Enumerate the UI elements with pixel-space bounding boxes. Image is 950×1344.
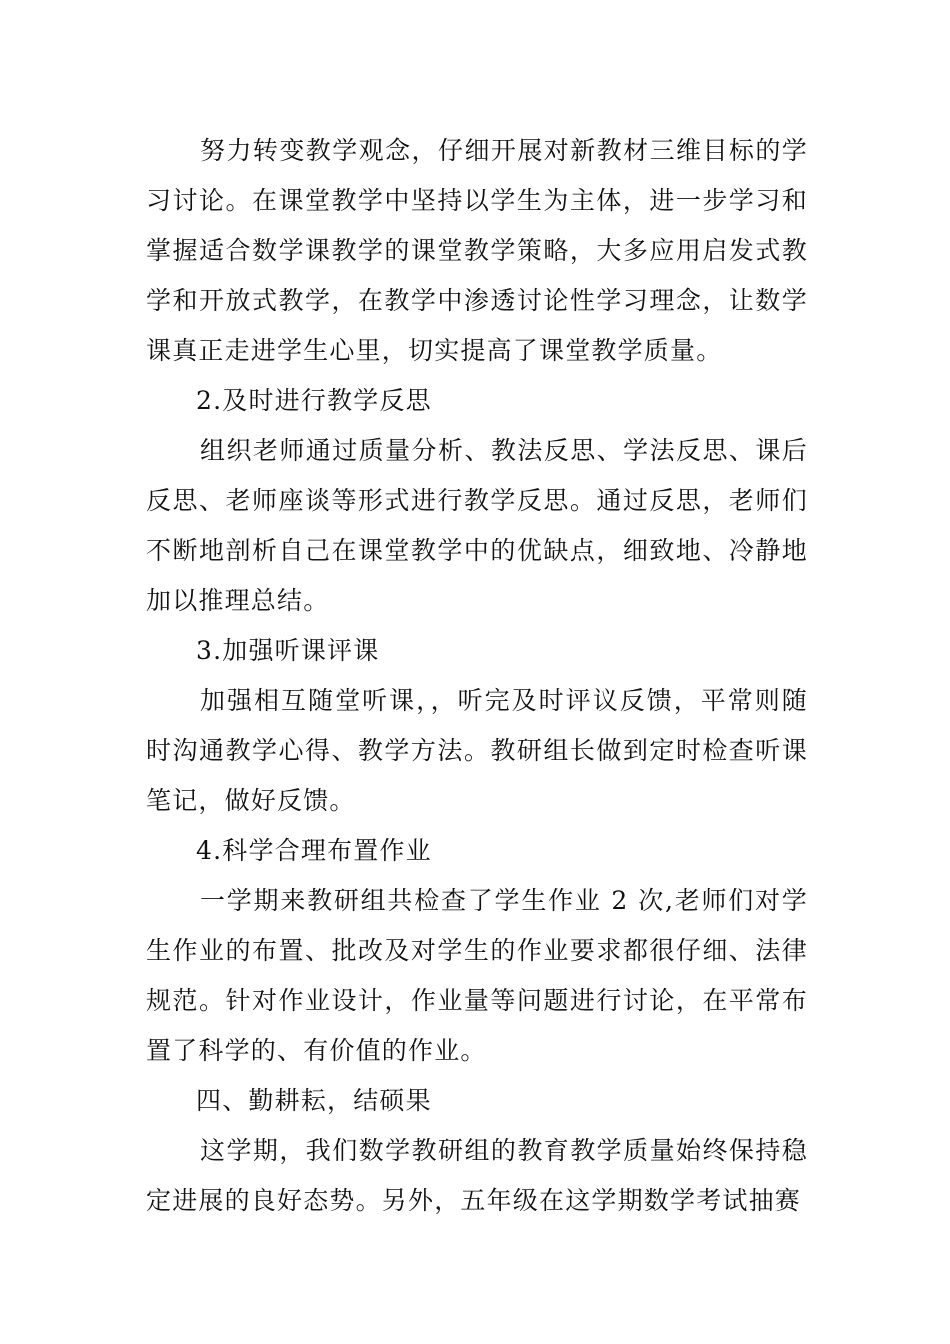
- paragraph-teaching-concept: 努力转变教学观念，仔细开展对新教材三维目标的学习讨论。在课堂教学中坚持以学生为主体，进一步学习和掌握适合数学课教学的课堂教学策略，大多应用启发式教学和开放式教学，在教学中渗透讨论性学习理念，让数学课真正走进学生心里，切实提高了课堂教学质量。: [146, 136, 808, 365]
- heading-teaching-reflection: 2.及时进行教学反思: [196, 386, 432, 415]
- paragraph-reflection: 组织老师通过质量分析、教法反思、学法反思、课后反思、老师座谈等形式进行教学反思。通过反思，老师们不断地剖析自己在课堂教学中的优缺点，细致地、冷静地加以推理总结。: [146, 436, 808, 615]
- paragraph-homework: 一学期来教研组共检查了学生作业 2 次,老师们对学生作业的布置、批改及对学生的作业要求都很仔细、法律规范。针对作业设计，作业量等问题进行讨论，在平常布置了科学的、有价值的作业。: [146, 886, 808, 1065]
- heading-results: 四、勤耕耘，结硕果: [196, 1086, 432, 1115]
- paragraph-observation: 加强相互随堂听课，，听完及时评议反馈，平常则随时沟通教学心得、教学方法。教研组长做到定时检查听课笔记，做好反馈。: [146, 686, 808, 815]
- heading-lesson-observation: 3.加强听课评课: [196, 636, 380, 665]
- document-page: [146, 126, 808, 1226]
- paragraph-results: 这学期，我们数学教研组的教育教学质量始终保持稳定进展的良好态势。另外，五年级在这学期数学考试抽赛: [146, 1136, 808, 1215]
- heading-homework: 4.科学合理布置作业: [196, 836, 432, 865]
